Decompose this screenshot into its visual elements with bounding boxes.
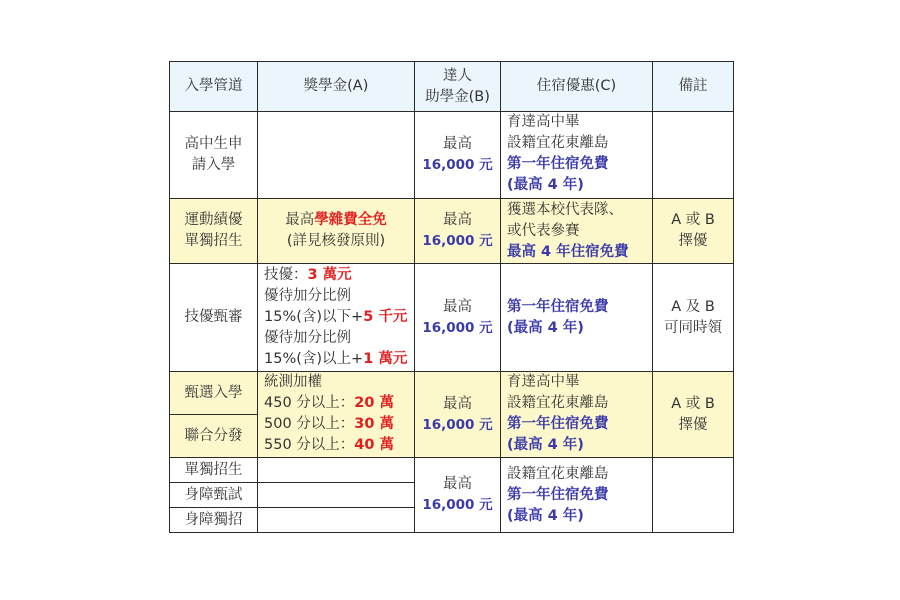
scholarship-cell-empty — [258, 112, 415, 199]
header-grant-b: 達人 助學金(B) — [415, 62, 501, 112]
scholarship-cell-empty — [258, 458, 415, 483]
channel-cell: 身障獨招 — [170, 508, 258, 533]
scholarship-table — [169, 61, 734, 533]
channel-cell: 單獨招生 — [170, 458, 258, 483]
channel-cell: 身障甄試 — [170, 483, 258, 508]
row-special-1 — [170, 458, 734, 483]
remark-cell-empty — [653, 112, 734, 199]
channel-cell: 技優甄審 — [170, 264, 258, 372]
row-talent — [170, 264, 734, 372]
grant-cell: 最高 16,000 元 — [415, 264, 501, 372]
channel-cell-selection: 甄選入學 — [170, 372, 258, 415]
grant-cell: 最高 16,000 元 — [415, 199, 501, 264]
remark-cell: A 或 B 擇優 — [653, 372, 734, 458]
remark-cell: A 及 B 可同時領 — [653, 264, 734, 372]
housing-cell: 第一年住宿免費 (最高 4 年) — [501, 264, 653, 372]
header-channel: 入學管道 — [170, 62, 258, 112]
header-housing-c: 住宿優惠(C) — [501, 62, 653, 112]
scholarship-cell-empty — [258, 508, 415, 533]
scholarship-cell: 技優：3 萬元 優待加分比例 15%(含)以下+5 千元 優待加分比例 15%(含)以上+1 萬元 — [258, 264, 415, 372]
channel-cell-joint: 聯合分發 — [170, 415, 258, 458]
row-sports — [170, 199, 734, 264]
housing-cell: 育達高中畢 設籍宜花東離島 第一年住宿免費 (最高 4 年) — [501, 112, 653, 199]
housing-cell: 獲選本校代表隊、 或代表參賽 最高 4 年住宿免費 — [501, 199, 653, 264]
scholarship-cell: 統測加權 450 分以上：20 萬 500 分以上：30 萬 550 分以上：40 萬 — [258, 372, 415, 458]
row-selection — [170, 372, 734, 415]
header-row — [170, 62, 734, 112]
scholarship-cell-empty — [258, 483, 415, 508]
remark-cell-empty — [653, 458, 734, 533]
channel-cell: 高中生申 請入學 — [170, 112, 258, 199]
channel-cell: 運動績優 單獨招生 — [170, 199, 258, 264]
grant-cell: 最高 16,000 元 — [415, 112, 501, 199]
remark-cell: A 或 B 擇優 — [653, 199, 734, 264]
header-scholarship-a: 獎學金(A) — [258, 62, 415, 112]
housing-cell: 設籍宜花東離島 第一年住宿免費 (最高 4 年) — [501, 458, 653, 533]
row-highschool — [170, 112, 734, 199]
grant-cell: 最高 16,000 元 — [415, 372, 501, 458]
grant-cell: 最高 16,000 元 — [415, 458, 501, 533]
header-remarks: 備註 — [653, 62, 734, 112]
housing-cell: 育達高中畢 設籍宜花東離島 第一年住宿免費 (最高 4 年) — [501, 372, 653, 458]
scholarship-cell: 最高學雜費全免 (詳見核發原則) — [258, 199, 415, 264]
